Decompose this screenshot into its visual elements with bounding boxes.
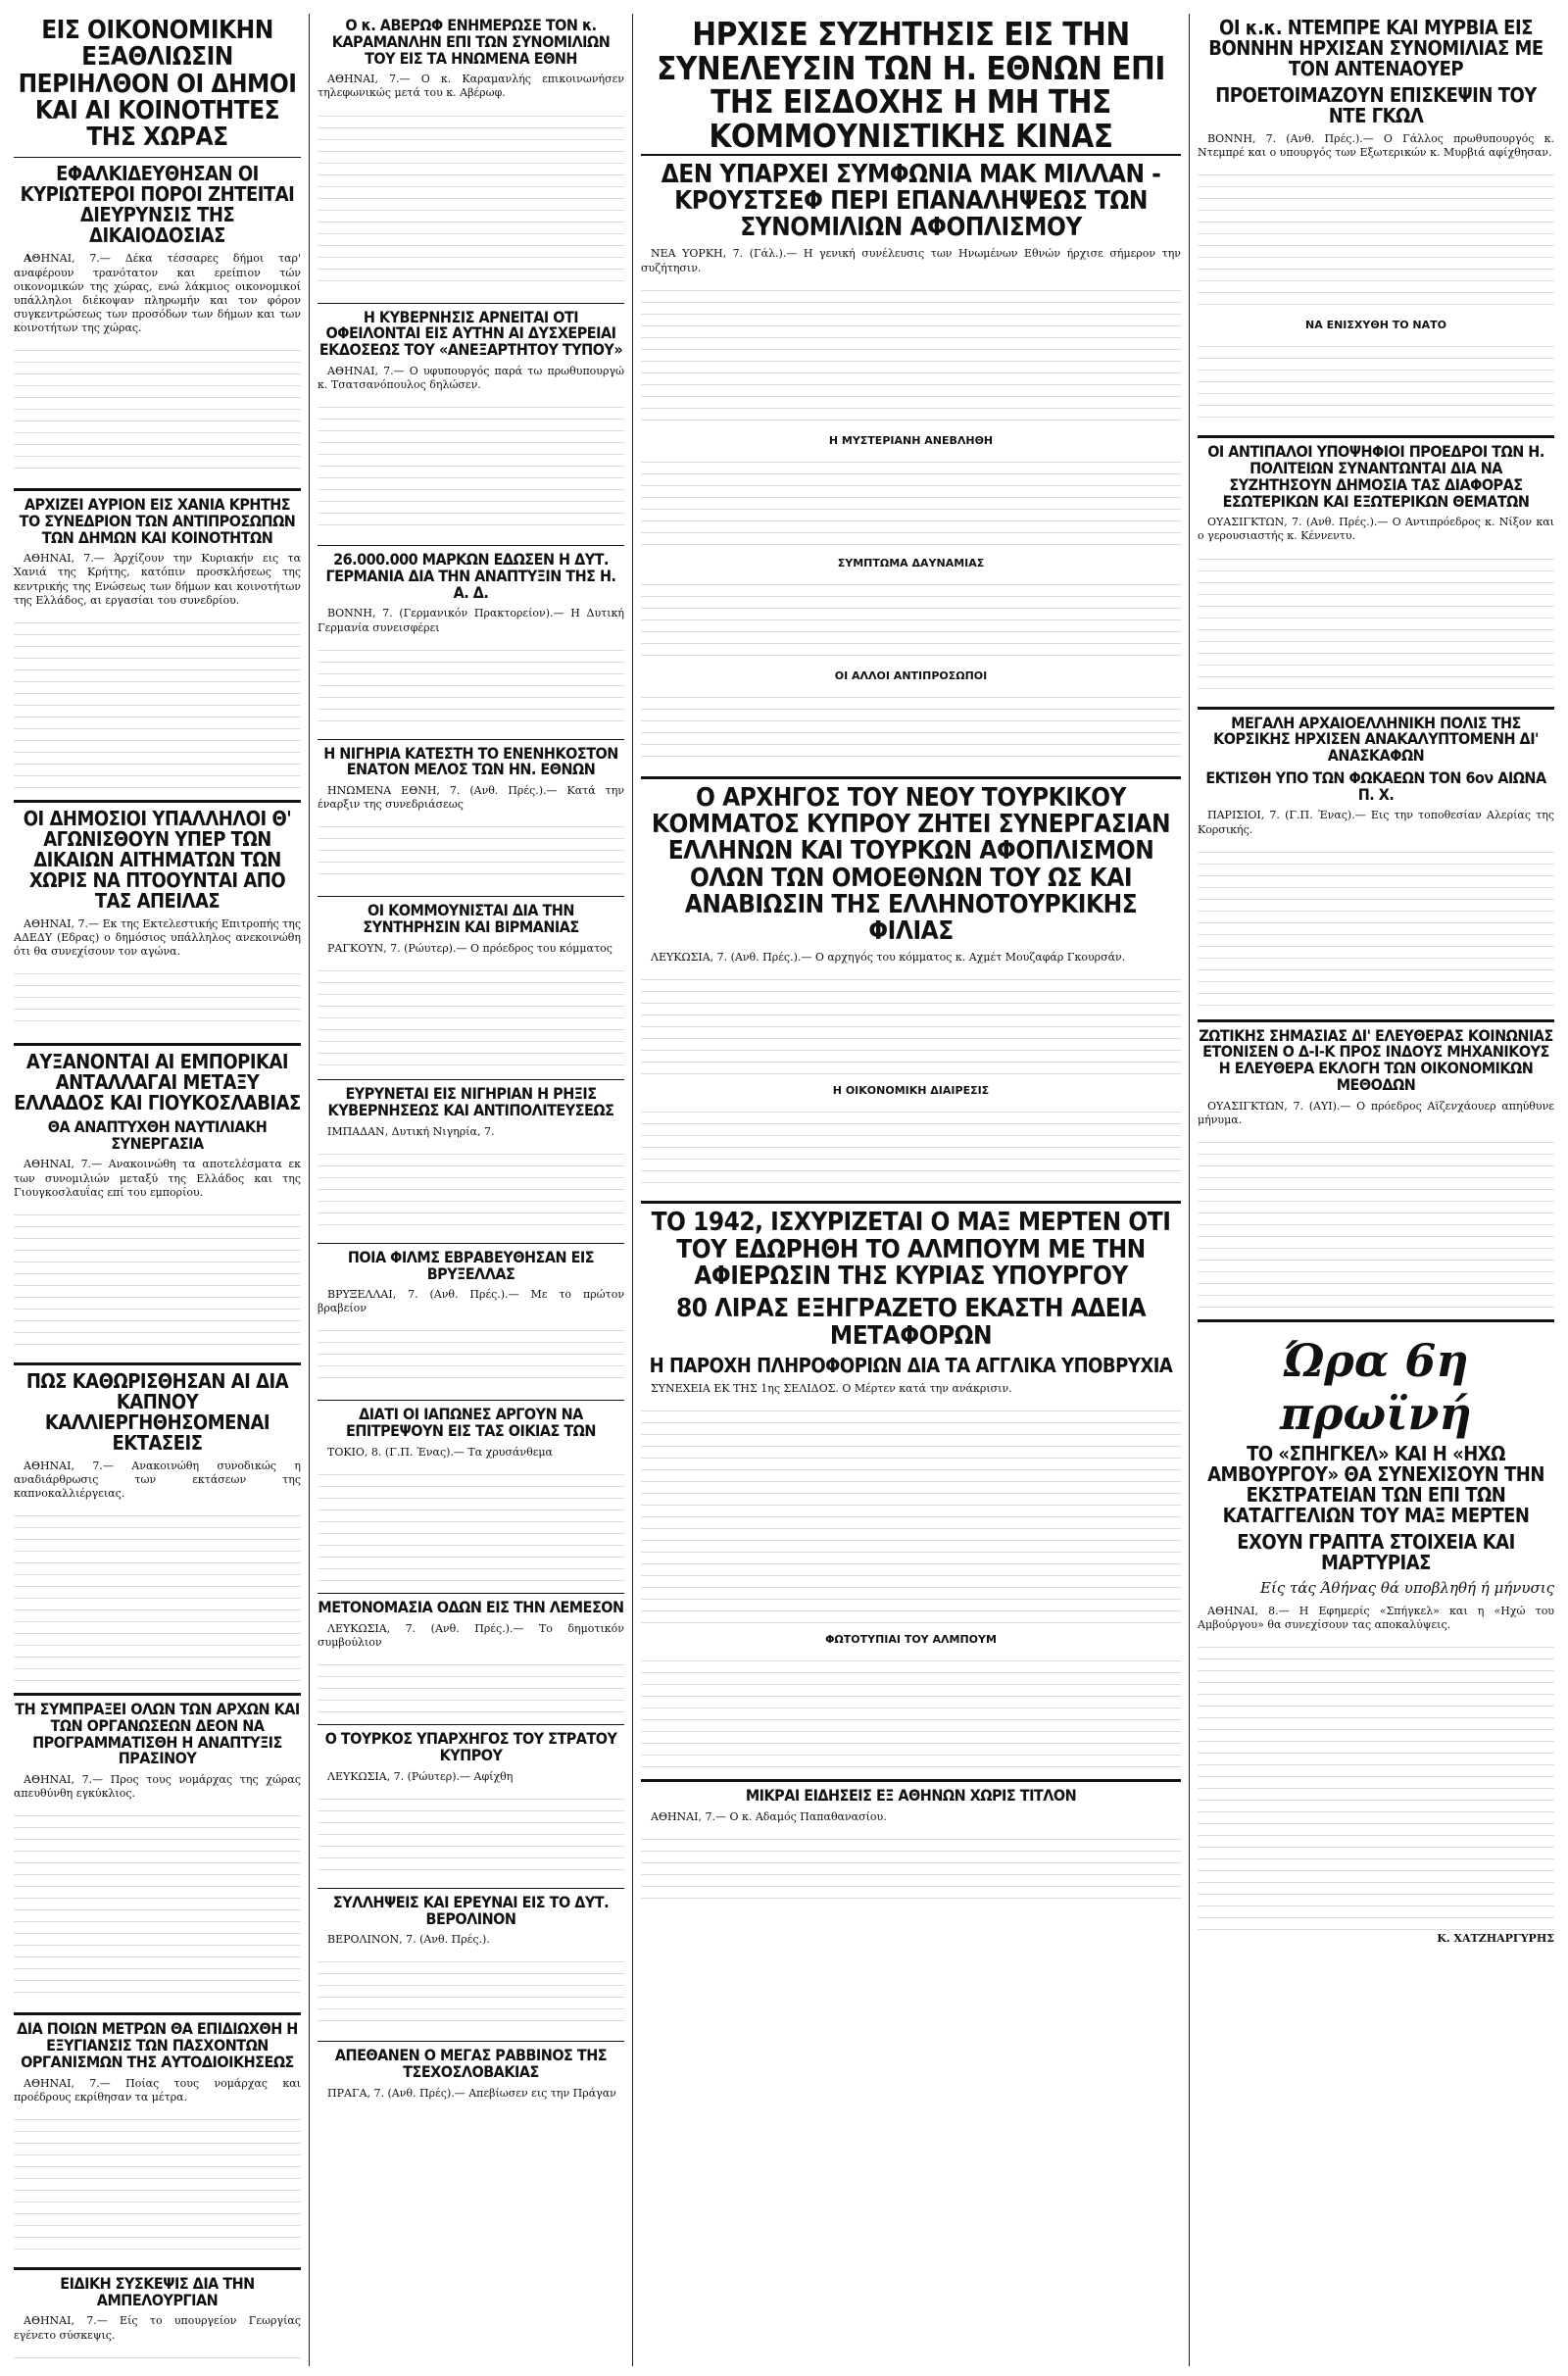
text-block: [641, 1650, 1181, 1767]
section-subheading: ΝΑ ΕΝΙΣΧΥΘΗ ΤΟ ΝΑΤΟ: [1305, 319, 1446, 332]
article-corsica: [1198, 713, 1554, 1008]
article-body: ΒΟΝΝΗ, 7. (Ανθ. Πρές.).— Ο Γάλλος πρωθυπουργός κ. Ντεμπρέ και ο υπουργός των Εξωτερικών κ. Μυρβιά αφίχθησαν.: [1198, 132, 1554, 160]
text-block: [14, 963, 301, 1031]
section-subheading: Η ΟΙΚΟΝΟΜΙΚΗ ΔΙΑΙΡΕΣΙΣ: [832, 1084, 990, 1098]
article-yugoslavia-trade: [14, 1049, 301, 1351]
article-body: ΤΟΚΙΟ, 8. (Γ.Π. Ένας).— Τα χρυσάνθεμα: [327, 1446, 553, 1460]
headline: ΜΕΤΟΝΟΜΑΣΙΑ ΟΔΩΝ ΕΙΣ ΤΗΝ ΛΕΜΕΣΟΝ: [318, 1598, 624, 1617]
headline: ΠΟΙΑ ΦΙΛΜΣ ΕΒΡΑΒΕΥΘΗΣΑΝ ΕΙΣ ΒΡΥΞΕΛΛΑΣ: [347, 1247, 595, 1283]
text-block: [1198, 164, 1554, 311]
headline: Η ΝΙΓΗΡΙΑ ΚΑΤΕΣΤΗ ΤΟ ΕΝΕΝΗΚΟΣΤΟΝ ΕΝΑΤΟΝ ΜΕΛΟΣ ΤΩΝ ΗΝ. ΕΘΝΩΝ: [323, 743, 618, 779]
text-block: [318, 105, 624, 291]
text-block: [1198, 1636, 1554, 1930]
article-cyprus-turkish-party: [641, 782, 1181, 1190]
section-subheading: ΟΙ ΑΛΛΟΙ ΑΝΤΙΠΡΟΣΩΠΟΙ: [834, 668, 988, 682]
text-block: [641, 573, 1181, 662]
text-block: [318, 639, 624, 727]
article-civil-servants: [14, 806, 301, 1031]
text-block: [14, 1505, 301, 1681]
article-limassol: [318, 1600, 624, 1712]
article-body: ΑΘΗΝΑΙ, 7.— Ο κ. Καραμανλής επικοινωνήσεν τηλεφωνικώς μετά του κ. Αβέρωφ.: [318, 73, 624, 100]
article-films: [318, 1247, 624, 1389]
text-block: [14, 2347, 301, 2366]
article-body: ΑΘΗΝΑΙ, 7.— Ποίας τους νομάρχας και προέδρους εκρίθησαν τα μέτρα.: [14, 2076, 301, 2104]
text-block: [641, 1101, 1181, 1189]
article-rabbi: [318, 2048, 624, 2101]
article-averof: [318, 18, 624, 291]
headline: Η ΚΥΒΕΡΝΗΣΙΣ ΑΡΝΕΙΤΑΙ ΟΤΙ ΟΦΕΙΛΟΝΤΑΙ ΕΙΣ ΑΥΤΗΝ ΑΙ ΔΥΣΧΕΡΕΙΑΙ ΕΚΔΟΣΕΩΣ ΤΟΥ «ΑΝΕΞΑΡΤΗΤΟΥ ΤΥΠΟΥ»: [318, 307, 623, 360]
article-spiegel: [1198, 1334, 1554, 1945]
headline: ΟΙ ΚΟΜΜΟΥΝΙΣΤΑΙ ΔΙΑ ΤΗΝ ΣΥΝΤΗΡΗΣΙΝ ΚΑΙ ΒΙΡΜΑΝΙΑΣ: [363, 901, 579, 937]
headline: Ο ΤΟΥΡΚΟΣ ΥΠΑΡΧΗΓΟΣ ΤΟΥ ΣΤΡΑΤΟΥ ΚΥΠΡΟΥ: [324, 1729, 617, 1764]
article-body: ΒΡΥΞΕΛΛΑΙ, 7. (Ανθ. Πρές.).— Με το πρώτον βραβείον: [318, 1288, 624, 1315]
article-japan: [318, 1407, 624, 1581]
article-body: ΠΑΡΙΣΙΟΙ, 7. (Γ.Π. Ένας).— Εις την τοποθεσίαν Αλερίας της Κορσικής.: [1198, 809, 1554, 836]
headline: ΤΟ «ΣΠΗΓΚΕΛ» ΚΑΙ Η «ΗΧΩ ΑΜΒΟΥΡΓΟΥ» ΘΑ ΣΥΝΕΧΙΣΟΥΝ ΤΗΝ ΕΚΣΤΡΑΤΕΙΑΝ ΤΩΝ ΕΠΙ ΤΩΝ ΚΑΤΑΓΓΕΛΙΩΝ ΤΟΥ ΜΑΞ ΜΕΡΤΕΝ: [1207, 1441, 1544, 1527]
headline: ΟΙ ΔΗΜΟΣΙΟΙ ΥΠΑΛΛΗΛΟΙ Θ' ΑΓΩΝΙΣΘΟΥΝ ΥΠΕΡ ΤΩΝ ΔΙΚΑΙΩΝ ΑΙΤΗΜΑΤΩΝ ΤΩΝ ΧΩΡΙΣ ΝΑ ΠΤΟΟΥΝΤΑΙ ΑΠΟ ΤΑΣ ΑΠΕΙΛΑΣ: [23, 806, 292, 913]
text-block: [1198, 1131, 1554, 1308]
text-block: [1198, 335, 1554, 423]
article-germany-marks: [318, 552, 624, 727]
article-body: ΑΘΗΝΑΙ, 7.— Ανακοινώθη τα αποτελέσματα εκ των συνομιλιών μεταξύ της Ελλάδος και της Γιουγκοσλαυΐας επί του εμπορίου.: [14, 1158, 301, 1199]
article-green-development: [14, 1699, 301, 2001]
section-subheading: ΣΥΜΠΤΩΜΑ ΔΑΥΝΑΜΙΑΣ: [837, 556, 985, 569]
article-press: [318, 307, 624, 534]
headline: ΕΙΔΙΚΗ ΣΥΣΚΕΨΙΣ ΔΙΑ ΤΗΝ ΑΜΠΕΛΟΥΡΓΙΑΝ: [60, 2273, 255, 2309]
headline: ΜΙΚΡΑΙ ΕΙΔΗΣΕΙΣ ΕΞ ΑΘΗΝΩΝ ΧΩΡΙΣ ΤΙΤΛΟΝ: [745, 1786, 1077, 1806]
article-body: ΑΘΗΝΑΙ, 7.— Ο υφυπουργός παρά τω πρωθυπουργώ κ. Τσατσανόπουλος δηλώσεν.: [318, 364, 624, 392]
subheadline: ΕΦΑΛΚΙΔΕΥΘΗΣΑΝ ΟΙ ΚΥΡΙΩΤΕΡΟΙ ΠΟΡΟΙ ΖΗΤΕΙΤΑΙ ΔΙΕΥΡΥΝΣΙΣ ΤΗΣ ΔΙΚΑΙΟΔΟΣΙΑΣ: [20, 162, 295, 248]
headline: ΣΥΛΛΗΨΕΙΣ ΚΑΙ ΕΡΕΥΝΑΙ ΕΙΣ ΤΟ ΔΥΤ. ΒΕΡΟΛΙΝΟΝ: [332, 1892, 610, 1928]
text-block: [641, 451, 1181, 549]
article-body: ΛΕΥΚΩΣΙΑ, 7. (Ανθ. Πρές.).— Το δημοτικόν συμβούλιον: [318, 1621, 624, 1650]
text-block: [318, 816, 624, 884]
article-body: ΡΑΓΚΟΥΝ, 7. (Ρώυτερ).— Ο πρόεδρος του κόμματος: [327, 941, 612, 955]
headline: ΟΙ ΑΝΤΙΠΑΛΟΙ ΥΠΟΨΗΦΙΟΙ ΠΡΟΕΔΡΟΙ ΤΩΝ Η. ΠΟΛΙΤΕΙΩΝ ΣΥΝΑΝΤΩΝΤΑΙ ΔΙΑ ΝΑ ΣΥΖΗΤΗΣΟΥΝ ΔΗΜΟΣΙΑ ΤΑΣ ΔΙΑΦΟΡΑΣ ΕΣΩΤΕΡΙΚΩΝ ΚΑΙ ΕΞΩΤΕΡΙΚΩΝ ΘΕΜΑΤΩΝ: [1207, 442, 1544, 511]
article-debre-bonn: [1198, 18, 1554, 423]
section-subheading: ΦΩΤΟΤΥΠΙΑΙ ΤΟΥ ΑΛΜΠΟΥΜ: [825, 1633, 997, 1647]
headline: ΕΥΡΥΝΕΤΑΙ ΕΙΣ ΝΙΓΗΡΙΑΝ Η ΡΗΞΙΣ ΚΥΒΕΡΝΗΣΕΩΣ ΚΑΙ ΑΝΤΙΠΟΛΙΤΕΥΣΕΩΣ: [327, 1084, 614, 1119]
headline: ΑΥΞΑΝΟΝΤΑΙ ΑΙ ΕΜΠΟΡΙΚΑΙ ΑΝΤΑΛΛΑΓΑΙ ΜΕΤΑΞΥ ΕΛΛΑΔΟΣ ΚΑΙ ΓΙΟΥΚΟΣΛΑΒΙΑΣ: [14, 1049, 301, 1114]
text-block: [14, 1805, 301, 2001]
article-eisenhower: [1198, 1025, 1554, 1308]
byline-signature: Κ. ΧΑΤΖΗΑΡΓΥΡΗΣ: [1437, 1932, 1554, 1946]
headline: ΤΗ ΣΥΜΠΡΑΞΕΙ ΟΛΩΝ ΤΩΝ ΑΡΧΩΝ ΚΑΙ ΤΩΝ ΟΡΓΑΝΩΣΕΩΝ ΔΕΟΝ ΝΑ ΠΡΟΓΡΑΜΜΑΤΙΣΘΗ Η ΑΝΑΠΤΥΞΙΣ ΠΡΑΣΙΝΟΥ: [15, 1699, 300, 1768]
article-tobacco: [14, 1368, 301, 1681]
text-block: [641, 1400, 1181, 1625]
article-max-merten: [641, 1210, 1181, 1767]
subheadline: ΘΑ ΑΝΑΠΤΥΧΘΗ ΝΑΥΤΙΛΙΑΚΗ ΣΥΝΕΡΓΑΣΙΑ: [47, 1116, 268, 1153]
text-block: [641, 279, 1181, 426]
section-brand: Ώρα 6η πρωϊνή: [1280, 1333, 1472, 1440]
article-vineyards: [14, 2273, 301, 2366]
column-1: [6, 14, 310, 2366]
headline: ΑΠΕΘΑΝΕΝ Ο ΜΕΓΑΣ ΡΑΒΒΙΝΟΣ ΤΗΣ ΤΣΕΧΟΣΛΟΒΑΚΙΑΣ: [334, 2046, 608, 2082]
subheadline: ΕΚΤΙΣΘΗ ΥΠΟ ΤΩΝ ΦΩΚΑΕΩΝ ΤΟΝ 6ον ΑΙΩΝΑ Π. Χ.: [1205, 767, 1546, 804]
article-body: ΠΡΑΓΑ, 7. (Ανθ. Πρές).— Απεβίωσεν εις την Πράγαν: [327, 2087, 616, 2101]
article-body: ΗΝΩΜΕΝΑ ΕΘΝΗ, 7. (Ανθ. Πρές.).— Κατά την έναρξιν της συνεδριάσεως: [318, 784, 624, 812]
article-body: ΒΟΝΝΗ, 7. (Γερμανικόν Πρακτορείον).— Η Δυτική Γερμανία συνεισφέρει: [318, 607, 624, 634]
article-body: ΣΥΝΕΧΕΙΑ ΕΚ ΤΗΣ 1ης ΣΕΛΙΔΟΣ. Ο Μέρτεν κατά την ανάκρισιν.: [651, 1381, 1012, 1395]
text-block: [14, 1204, 301, 1351]
text-block: [318, 1143, 624, 1231]
headline: ΔΙΑ ΠΟΙΩΝ ΜΕΤΡΩΝ ΘΑ ΕΠΙΔΙΩΧΘΗ Η ΕΞΥΓΙΑΝΣΙΣ ΤΩΝ ΠΑΣΧΟΝΤΩΝ ΟΡΓΑΝΙΣΜΩΝ ΤΗΣ ΑΥΤΟΔΙΟΙΚΗΣΕΩΣ: [17, 2019, 298, 2071]
headline: ΠΩΣ ΚΑΘΩΡΙΣΘΗΣΑΝ ΑΙ ΔΙΑ ΚΑΠΝΟΥ ΚΑΛΛΙΕΡΓΗΘΗΣΟΜΕΝΑΙ ΕΚΤΑΣΕΙΣ: [25, 1368, 289, 1455]
headline: ΤΟ 1942, ΙΣΧΥΡΙΖΕΤΑΙ Ο ΜΑΞ ΜΕΡΤΕΝ ΟΤΙ ΤΟΥ ΕΔΩΡΗΘΗ ΤΟ ΑΛΜΠΟΥΜ ΜΕ ΤΗΝ ΑΦΙΕΡΩΣΙΝ ΤΗΣ ΚΥΡΙΑΣ ΥΠΟΥΡΓΟΥ: [651, 1208, 1171, 1292]
article-crete-congress: [14, 494, 301, 788]
article-nigeria-un: [318, 743, 624, 885]
subheadline: 80 ΛΙΡΑΣ ΕΞΗΓΡΑΖΕΤΟ ΕΚΑΣΤΗ ΑΔΕΙΑ ΜΕΤΑΦΟΡΩΝ: [675, 1294, 1147, 1351]
subheadline: ΠΡΟΕΤΟΙΜΑΖΟΥΝ ΕΠΙΣΚΕΨΙΝ ΤΟΥ ΝΤΕ ΓΚΩΛ: [1215, 83, 1537, 127]
text-block: [1198, 548, 1554, 695]
headline: ΖΩΤΙΚΗΣ ΣΗΜΑΣΙΑΣ ΔΙ' ΕΛΕΥΘΕΡΑΣ ΚΟΙΝΩΝΙΑΣ ΕΤΟΝΙΣΕΝ Ο Δ-Ι-Κ ΠΡΟΣ ΙΝΔΟΥΣ ΜΗΧΑΝΙΚΟΥΣ Η ΕΛΕΥΘΕΡΑ ΕΚΛΟΓΗ ΤΩΝ ΟΙΚΟΝΟΜΙΚΩΝ ΜΕΘΟΔΩΝ: [1199, 1025, 1553, 1095]
subheadline-2: Η ΠΑΡΟΧΗ ΠΛΗΡΟΦΟΡΙΩΝ ΔΙΑ ΤΑ ΑΓΓΛΙΚΑ ΥΠΟΒΡΥΧΙΑ: [649, 1353, 1173, 1377]
headline: ΜΕΓΑΛΗ ΑΡΧΑΙΟΕΛΛΗΝΙΚΗ ΠΟΛΙΣ ΤΗΣ ΚΟΡΣΙΚΗΣ ΗΡΧΙΣΕΝ ΑΝΑΚΑΛΥΠΤΟΜΕΝΗ ΔΙ' ΑΝΑΣΚΑΦΩΝ: [1213, 713, 1539, 766]
subheadline: ΔΕΝ ΥΠΑΡΧΕΙ ΣΥΜΦΩΝΙΑ ΜΑΚ ΜΙΛΛΑΝ - ΚΡΟΥΣΤΣΕΦ ΠΕΡΙ ΕΠΑΝΑΛΗΨΕΩΣ ΤΩΝ ΣΥΝΟΜΙΛΙΩΝ ΑΦΟΠΛΙΣΜΟΥ: [661, 159, 1161, 243]
article-body: ΑΘΗΝΑΙ, 7.— Δέκα τέσσαρες δήμοι ταρ' αναφέρουν τρανότατον και ερείπιον τών οικονομικών της χώρας, ενώ λάκμιος οικονομικοί υπάλληλοι διέκοψαν πληρωμήν και τον φόρον συγκεντρώσεως των προσόδων των δήμων και των κοινοτήτων της χώρας.: [14, 252, 301, 334]
text-block: [318, 960, 624, 1067]
text-block: [318, 1463, 624, 1581]
article-body: ΑΘΗΝΑΙ, 7.— Ανακοινώθη συνοδικώς η αναδιάρθρωσις των εκτάσεων της καπνοκαλλιέργειας.: [14, 1459, 301, 1500]
article-body: ΑΘΗΝΑΙ, 8.— Η Εφημερίς «Σπήγκελ» και η «Ηχώ του Αμβούργου» θα συνεχίσουν τας αποκαλύψεις.: [1198, 1604, 1554, 1632]
article-berlin: [318, 1892, 624, 2030]
text-block: [318, 1951, 624, 2029]
headline: ΔΙΑΤΙ ΟΙ ΙΑΠΩΝΕΣ ΑΡΓΟΥΝ ΝΑ ΕΠΙΤΡΕΨΟΥΝ ΕΙΣ ΤΑΣ ΟΙΚΙΑΣ ΤΩΝ: [346, 1405, 596, 1441]
article-short-news: [641, 1788, 1181, 1906]
headline: ΗΡΧΙΣΕ ΣΥΖΗΤΗΣΙΣ ΕΙΣ ΤΗΝ ΣΥΝΕΛΕΥΣΙΝ ΤΩΝ Η. ΕΘΝΩΝ ΕΠΙ ΤΗΣ ΕΙΣΔΟΧΗΣ Η ΜΗ ΤΗΣ ΚΟΜΜΟΥΝΙΣΤΙΚΗΣ ΚΙΝΑΣ: [641, 18, 1181, 156]
article-body: ΑΘΗΝΑΙ, 7.— Εκ της Εκτελεστικής Επιτροπής της ΑΔΕΔΥ (Εδρας) ο δημόσιος υπάλληλος ανεκοινώθη ότι θα συνεχίσουν τον αγώνα.: [14, 916, 301, 958]
article-body: ΛΕΥΚΩΣΙΑ, 7. (Ανθ. Πρές.).— Ο αρχηγός του κόμματος κ. Αχμέτ Μουζαφάρ Γκουρσάν.: [651, 951, 1126, 965]
article-body: ΛΕΥΚΩΣΙΑ, 7. (Ρώυτερ).— Αφίχθη: [327, 1769, 514, 1783]
section-subheading: Η ΜΥΣΤΕΡΙΑΝΗ ΑΝΕΒΛΗΘΗ: [828, 433, 994, 447]
text-block: [318, 1654, 624, 1712]
text-block: [318, 1788, 624, 1876]
subheadline: ΕΧΟΥΝ ΓΡΑΠΤΑ ΣΤΟΙΧΕΙΑ ΚΑΙ ΜΑΡΤΥΡΙΑΣ: [1237, 1529, 1515, 1574]
column-2: [310, 14, 633, 2366]
article-body: ΒΕΡΟΛΙΝΟΝ, 7. (Ανθ. Πρές.).: [327, 1933, 490, 1947]
article-turkish-deputy: [318, 1731, 624, 1876]
article-un-china: [641, 15, 1181, 765]
article-body: ΟΥΑΣΙΓΚΤΩΝ, 7. (ΑΥΙ).— Ο πρόεδρος Αϊζενχάουερ απηύθυνε μήνυμα.: [1198, 1099, 1554, 1126]
text-block: [641, 968, 1181, 1076]
article-body: ΑΘΗΝΑΙ, 7.— Άρχίζουν την Κυριακήν εις τα Χανιά της Κρήτης, κατόπιν προσκλήσεως της κεντρικής της Ενώσεως των δήμων και κοινοτήτων της Ελλάδος, αι εργασίαι του συνεδρίου.: [14, 552, 301, 607]
text-block: [14, 2108, 301, 2255]
text-block: [318, 396, 624, 533]
article-body: ΑΘΗΝΑΙ, 7.— Προς τους νομάρχας της χώρας απευθύνθη εγκύκλιος.: [14, 1773, 301, 1801]
text-block: [641, 1828, 1181, 1906]
headline: 26.000.000 ΜΑΡΚΩΝ ΕΔΩΣΕΝ Η ΔΥΤ. ΓΕΡΜΑΝΙΑ ΔΙΑ ΤΗΝ ΑΝΑΠΤΥΞΙΝ ΤΗΣ Η. Α. Δ.: [325, 550, 616, 602]
text-block: [318, 1319, 624, 1388]
article-us-candidates: [1198, 444, 1554, 694]
headline: Ο ΑΡΧΗΓΟΣ ΤΟΥ ΝΕΟΥ ΤΟΥΡΚΙΚΟΥ ΚΟΜΜΑΤΟΣ ΚΥΠΡΟΥ ΖΗΤΕΙ ΣΥΝΕΡΓΑΣΙΑΝ ΕΛΛΗΝΩΝ ΚΑΙ ΤΟΥΡΚΩΝ ΑΦΟΠΛΙΣΜΟΝ ΟΛΩΝ ΤΩΝ ΟΜΟΕΘΝΩΝ ΤΟΥ ΩΣ ΚΑΙ ΑΝΑΒΙΩΣΙΝ ΤΗΣ ΕΛΛΗΝΟΤΟΥΡΚΙΚΗΣ ΦΙΛΙΑΣ: [651, 782, 1171, 947]
text-block: [14, 612, 301, 788]
text-block: [641, 686, 1181, 765]
text-block: [1198, 841, 1554, 1008]
article-body: ΝΕΑ ΥΟΡΚΗ, 7. (Γάλ.).— Η γενική συνέλευσις των Ηνωμένων Εθνών ήρχισε σήμερον την συζήτησιν.: [641, 247, 1181, 274]
article-nigeria-rift: [318, 1086, 624, 1231]
headline: ΑΡΧΙΖΕΙ ΑΥΡΙΟΝ ΕΙΣ ΧΑΝΙΑ ΚΡΗΤΗΣ ΤΟ ΣΥΝΕΔΡΙΟΝ ΤΩΝ ΑΝΤΙΠΡΟΣΩΠΩΝ ΤΩΝ ΔΗΜΩΝ ΚΑΙ ΚΟΙΝΟΤΗΤΩΝ: [19, 494, 296, 547]
article-body: ΟΥΑΣΙΓΚΤΩΝ, 7. (Ανθ. Πρές.).— Ο Αντιπρόεδρος κ. Νίξον και ο γερουσιαστής κ. Κέννεντυ.: [1198, 516, 1554, 543]
article-burma: [318, 903, 624, 1067]
article-body: ΙΜΠΑΔΑΝ, Δυτική Νιγηρία, 7.: [327, 1124, 495, 1138]
headline: ΟΙ κ.κ. ΝΤΕΜΠΡΕ ΚΑΙ ΜΥΡΒΙΑ ΕΙΣ ΒΟΝΝΗΝ ΗΡΧΙΣΑΝ ΣΥΝΟΜΙΛΙΑΣ ΜΕ ΤΟΝ ΑΝΤΕΝΑΟΥΕΡ: [1208, 16, 1544, 80]
headline: Ο κ. ΑΒΕΡΩΦ ΕΝΗΜΕΡΩΣΕ ΤΟΝ κ. ΚΑΡΑΜΑΝΛΗΝ ΕΠΙ ΤΩΝ ΣΥΝΟΜΙΛΙΩΝ ΤΟΥ ΕΙΣ ΤΑ ΗΝΩΜΕΝΑ ΕΘΝΗ: [331, 16, 611, 68]
article-body: ΑΘΗΝΑΙ, 7.— Ο κ. Αδαμός Παπαθανασίου.: [651, 1809, 887, 1823]
article-body: ΑΘΗΝΑΙ, 7.— Είς το υπουργείον Γεωργίας εγένετο σύσκεψις.: [14, 2314, 301, 2342]
tagline: Είς τάς Άθήνας θά υποβληθή ή μήνυσις: [1260, 1578, 1554, 1597]
article-municipalities: [14, 18, 301, 476]
column-3: [633, 14, 1190, 2366]
article-local-gov: [14, 2021, 301, 2255]
column-4: [1190, 14, 1562, 2366]
text-block: [14, 339, 301, 476]
headline: ΕΙΣ ΟΙΚΟΝΟΜΙΚΗΝ ΕΞΑΘΛΙΩΣΙΝ ΠΕΡΙΗΛΘΟΝ ΟΙ ΔΗΜΟΙ ΚΑΙ ΑΙ ΚΟΙΝΟΤΗΤΕΣ ΤΗΣ ΧΩΡΑΣ: [18, 16, 297, 153]
